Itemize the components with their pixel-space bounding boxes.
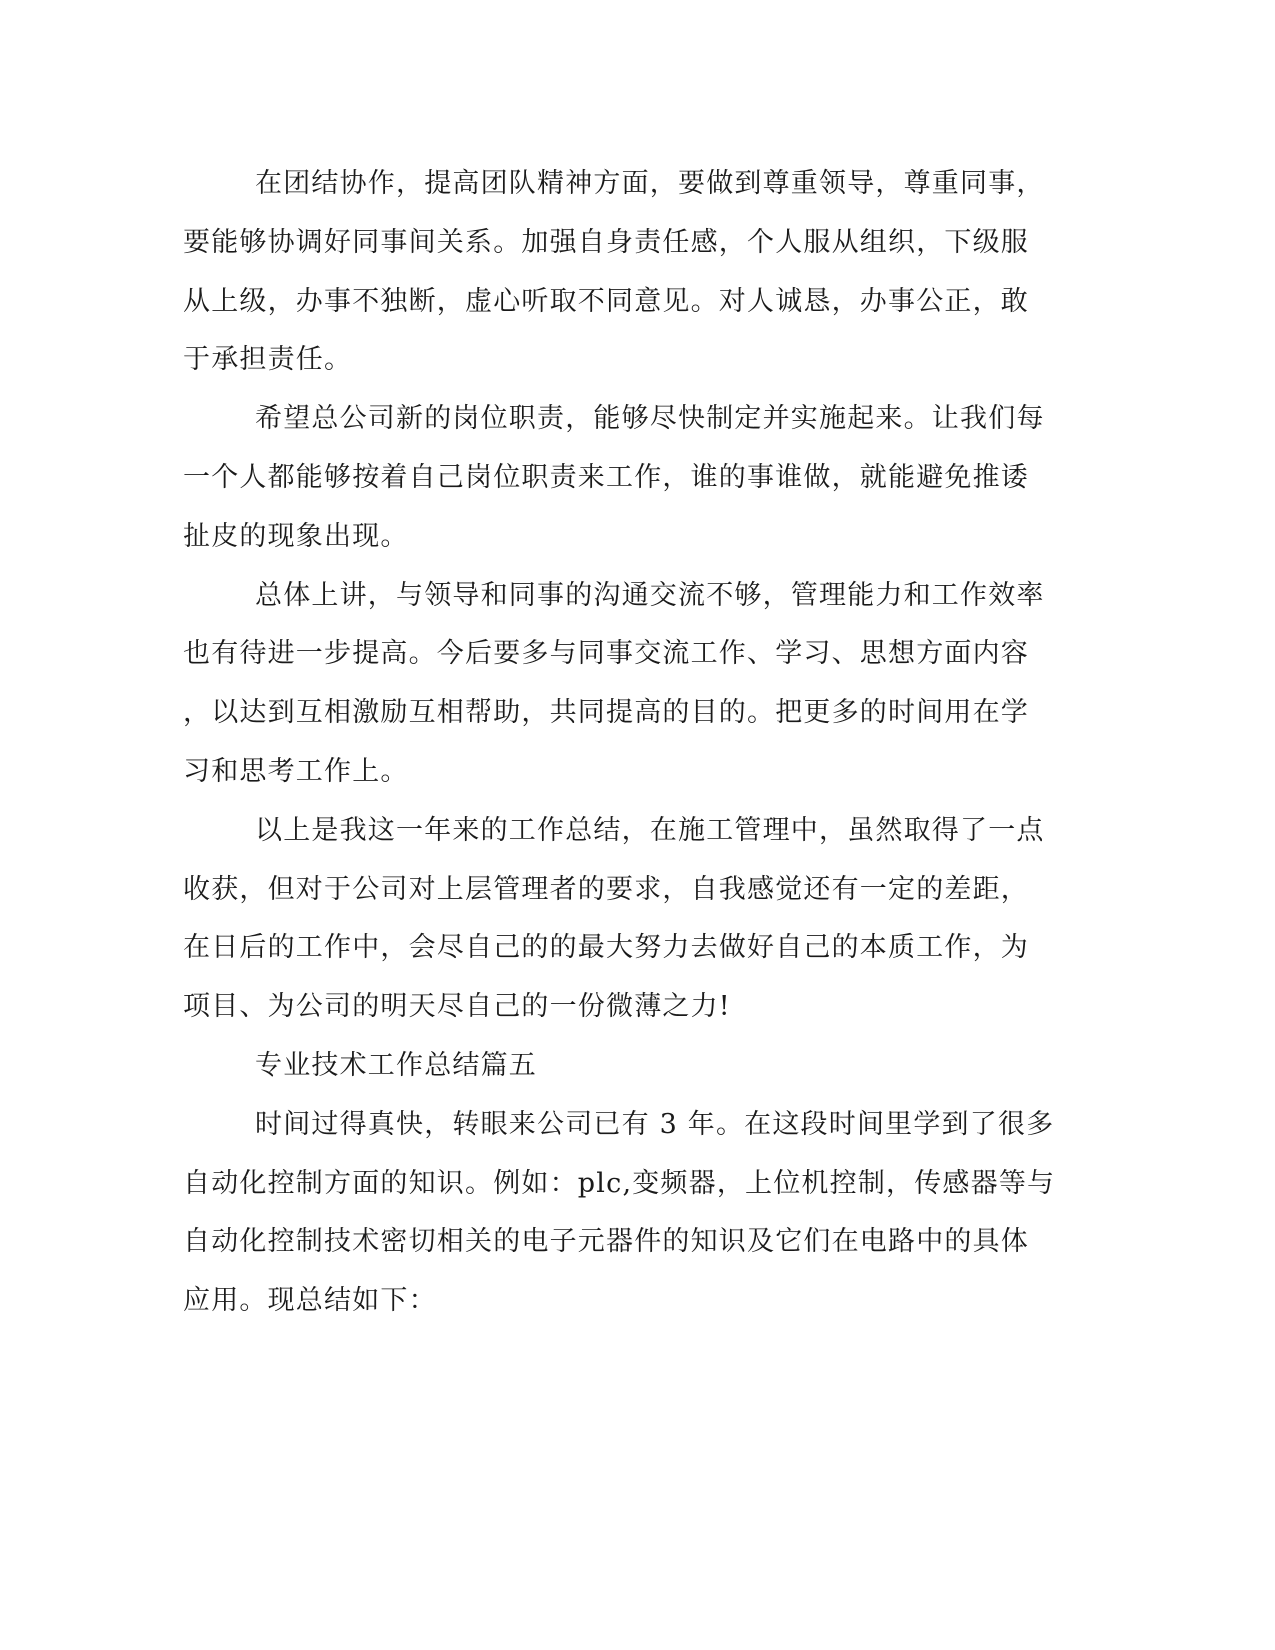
document-body bbox=[183, 155, 1056, 1331]
text-line: ，以达到互相激励互相帮助，共同提高的目的。把更多的时间用在学 bbox=[183, 697, 1029, 729]
text-line: 从上级，办事不独断，虚心听取不同意见。对人诚恳，办事公正，敢 bbox=[183, 285, 1029, 317]
text-line: 也有待进一步提高。今后要多与同事交流工作、学习、思想方面内容 bbox=[183, 638, 1029, 670]
text-line: 希望总公司新的岗位职责，能够尽快制定并实施起来。让我们每 bbox=[255, 403, 1045, 435]
text-line: 应用。现总结如下： bbox=[183, 1285, 437, 1317]
text-line: 扯皮的现象出现。 bbox=[183, 520, 409, 552]
text-line: 一个人都能够按着自己岗位职责来工作，谁的事谁做，就能避免推诿 bbox=[183, 461, 1029, 493]
text-line: 时间过得真快，转眼来公司已有 3 年。在这段时间里学到了很多 bbox=[255, 1108, 1055, 1140]
text-line: 在团结协作，提高团队精神方面，要做到尊重领导，尊重同事， bbox=[255, 168, 1045, 199]
text-line: 要能够协调好同事间关系。加强自身责任感，个人服从组织，下级服 bbox=[183, 226, 1029, 258]
paragraph-job-duties bbox=[183, 390, 1043, 566]
text-line: 在日后的工作中，会尽自己的的最大努力去做好自己的本质工作，为 bbox=[183, 932, 1029, 964]
heading-text: 专业技术工作总结篇五 bbox=[255, 1049, 537, 1081]
text-line: 自动化控制技术密切相关的电子元器件的知识及它们在电路中的具体 bbox=[183, 1226, 1029, 1258]
paragraph-intro bbox=[183, 1096, 1056, 1331]
paragraph-overall bbox=[183, 567, 1043, 802]
text-line: 收获，但对于公司对上层管理者的要求，自我感觉还有一定的差距， bbox=[183, 873, 1029, 905]
paragraph-conclusion bbox=[183, 802, 1043, 1037]
paragraph-teamwork bbox=[183, 155, 1043, 390]
text-line: 项目、为公司的明天尽自己的一份微薄之力! bbox=[183, 991, 731, 1023]
text-line: 自动化控制方面的知识。例如：plc,变频器，上位机控制，传感器等与 bbox=[183, 1167, 1056, 1199]
section-heading bbox=[183, 1037, 1043, 1096]
text-line: 于承担责任。 bbox=[183, 344, 353, 376]
text-line: 习和思考工作上。 bbox=[183, 755, 409, 787]
text-line: 总体上讲，与领导和同事的沟通交流不够，管理能力和工作效率 bbox=[255, 579, 1045, 611]
text-line: 以上是我这一年来的工作总结，在施工管理中，虽然取得了一点 bbox=[255, 814, 1045, 846]
